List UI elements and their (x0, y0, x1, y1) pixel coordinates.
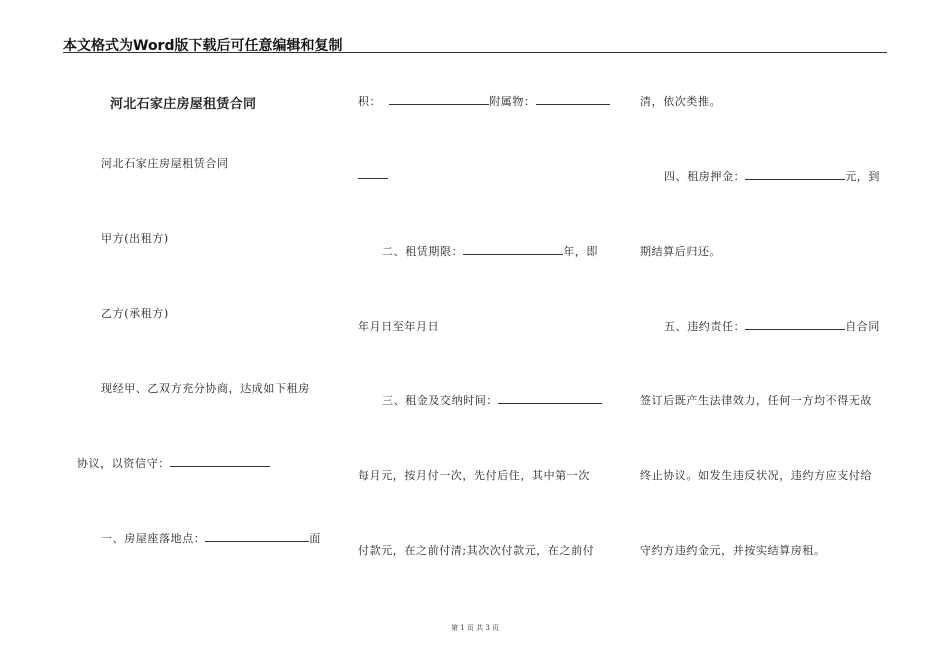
area-continued-line (358, 168, 388, 182)
attachments-blank-continued (358, 168, 388, 179)
header-divider (63, 52, 887, 53)
liability-text-1: 签订后既产生法律效力，任何一方均不得无故 (640, 394, 872, 407)
rent-text-2: 付款元，在之前付清;其次次付款元，在之前付 (358, 544, 595, 557)
agreement-line (77, 455, 270, 471)
rent-continued: 清，依次类推。 (640, 95, 722, 108)
liability-blank (745, 319, 845, 330)
deposit-return: 期结算后归还。 (640, 245, 722, 258)
liability-line (664, 318, 880, 334)
liability-prefix: 五、违约责任： (664, 320, 746, 333)
agreement-prefix: 协议，以资信守： (77, 457, 170, 470)
page-number: 第 1 页 共 3 页 (450, 624, 500, 632)
clause1-prefix: 一、房屋座落地点： (101, 532, 206, 545)
location-blank (205, 531, 309, 542)
term-line (382, 243, 598, 259)
rent-line (382, 392, 602, 408)
clause1-suffix: 面 (309, 532, 322, 545)
signature-blank (170, 456, 270, 467)
area-prefix: 积： (358, 95, 382, 108)
term-blank (463, 244, 563, 255)
deposit-blank (745, 169, 845, 180)
deposit-prefix: 四、租房押金： (664, 170, 746, 183)
liability-text-3: 守约方违约金元，并按实结算房租。 (640, 544, 826, 557)
liability-suffix: 自合同 (845, 320, 881, 333)
contract-title: 河北石家庄房屋租赁合同 (110, 97, 257, 112)
deposit-suffix: 元，到 (845, 170, 881, 183)
deposit-line (664, 168, 880, 184)
document-header: 本文格式为Word版下载后可任意编辑和复制 (63, 38, 343, 54)
intro-text: 现经甲、乙双方充分协商，达成如下租房 (101, 382, 310, 395)
term-suffix: 年，即 (563, 245, 599, 258)
term-prefix: 二、租赁期限： (382, 245, 464, 258)
party-b-label: 乙方(承租方) (101, 307, 169, 320)
party-a-label: 甲方(出租方) (101, 232, 169, 245)
liability-text-2: 终止协议。如发生违反状况，违约方应支付给 (640, 469, 872, 482)
rent-blank (498, 393, 602, 404)
area-blank (389, 94, 489, 105)
area-line (358, 93, 610, 109)
clause1-line (101, 530, 321, 546)
rent-text-1: 每月元，按月付一次，先付后住，其中第一次 (358, 469, 590, 482)
attachments-label: 附属物： (489, 95, 536, 108)
rent-prefix: 三、租金及交纳时间： (382, 394, 498, 407)
term-dates: 年月日至年月日 (358, 320, 440, 333)
attachments-blank (536, 94, 610, 105)
contract-subtitle: 河北石家庄房屋租赁合同 (101, 157, 229, 170)
